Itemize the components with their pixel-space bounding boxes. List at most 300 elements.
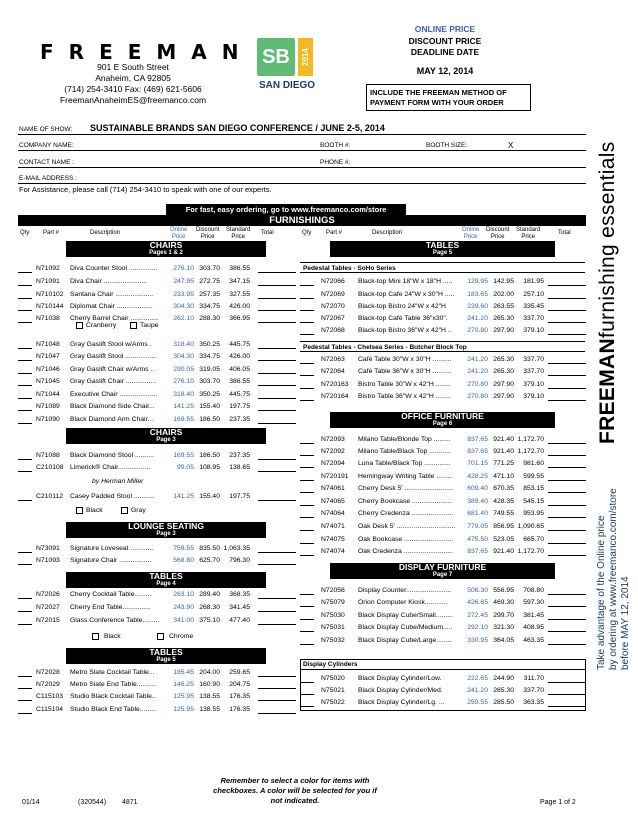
standard-price: 337.70 [523, 315, 544, 322]
discount-price: 155.40 [199, 403, 220, 410]
online-price: 276.10 [173, 265, 194, 272]
standard-price: 237.35 [229, 416, 250, 423]
online-price: 262.10 [173, 315, 194, 322]
total-field[interactable] [548, 606, 586, 607]
furnishings-banner: FURNISHINGS [18, 215, 586, 226]
total-field[interactable] [548, 285, 586, 286]
item-description: Black Display Cylinder/Lg. ... [358, 699, 445, 706]
booth-size-x: X [508, 141, 514, 150]
item-row [18, 555, 298, 567]
discount-price: 186.50 [199, 416, 220, 423]
item-description: Black Display Cylinder/Med. [358, 687, 443, 694]
standard-price-header [226, 227, 250, 240]
standard-price: 341.45 [229, 604, 250, 611]
item-description: Bistro Table 36"W x 42"H ........ [358, 393, 451, 400]
section-page: Page 5 [432, 250, 453, 256]
item-description: Studio Black End Table......... [70, 706, 157, 713]
total-field[interactable] [548, 530, 586, 531]
standard-price: 408.95 [523, 624, 544, 631]
qty-field[interactable] [300, 619, 314, 620]
limerick-designer: by Herman Miller [92, 478, 144, 485]
standard-price: 363.35 [523, 699, 544, 706]
total-field[interactable] [548, 388, 586, 389]
total-field[interactable] [548, 594, 586, 595]
qty-field[interactable] [300, 706, 314, 707]
part-number: N71045 [36, 378, 60, 385]
payment-method-note: INCLUDE THE FREEMAN METHOD OF PAYMENT FORM WITH YOUR ORDER [366, 84, 531, 111]
email-line[interactable]: FreemanAnaheimES@freemanco.com [59, 95, 207, 105]
part-number: N720163 [321, 381, 349, 388]
total-field[interactable] [548, 492, 586, 493]
part-number: C115104 [36, 706, 64, 713]
item-row [300, 289, 586, 301]
qty-field[interactable] [300, 400, 314, 401]
item-row [18, 276, 298, 288]
item-description: Metro Slate End Table.......... [70, 681, 156, 688]
cranberry-label: Cranberry [86, 322, 117, 329]
total-field[interactable] [258, 410, 296, 411]
part-number: N71044 [36, 391, 60, 398]
discount-price: 297.90 [493, 327, 514, 334]
qty-field[interactable] [300, 363, 314, 364]
part-number: N71093 [36, 557, 60, 564]
standard-price: 796.30 [229, 557, 250, 564]
discount-price: 265.30 [493, 315, 514, 322]
standard-price: 426.00 [229, 353, 250, 360]
qty-field[interactable] [300, 682, 314, 683]
qty-field[interactable] [300, 543, 314, 544]
part-number: N74064 [321, 510, 345, 517]
qty-field[interactable] [18, 310, 32, 311]
total-field[interactable] [548, 505, 586, 506]
online-price: 259.55 [467, 699, 488, 706]
qty-header: Qty [302, 230, 312, 236]
standard-price: 953.95 [523, 510, 544, 517]
qty-field[interactable] [18, 500, 32, 501]
total-field[interactable] [548, 334, 586, 335]
qty-field[interactable] [300, 555, 314, 556]
total-field[interactable] [258, 423, 296, 424]
gray-checkbox[interactable] [121, 507, 128, 514]
phone-fax-line: (714) 254-3410 Fax: (469) 621-5606 [64, 84, 202, 94]
qty-field[interactable] [18, 598, 32, 599]
discount-price: 186.50 [199, 452, 220, 459]
discount-price: 319.05 [199, 366, 220, 373]
black-table-label: Black [104, 633, 121, 640]
qty-field[interactable] [300, 606, 314, 607]
section-tables-p4 [66, 572, 266, 588]
qty-field[interactable] [18, 688, 32, 689]
qty-field[interactable] [18, 624, 32, 625]
fast-ordering-banner[interactable]: For fast, easy ordering, go to www.freemanco.com/store [166, 204, 406, 215]
qty-field[interactable] [300, 310, 314, 311]
total-field[interactable] [548, 543, 586, 544]
item-description: Signature Chair ................. [70, 557, 152, 564]
part-number: N71092 [36, 265, 60, 272]
total-field[interactable] [258, 298, 296, 299]
total-field[interactable] [548, 467, 586, 468]
part-number: N72063 [321, 356, 345, 363]
online-price: 304.30 [173, 353, 194, 360]
standard-price: 426.00 [229, 303, 250, 310]
item-row [300, 458, 586, 470]
section-page: Page 3 [156, 531, 176, 537]
total-field[interactable] [258, 360, 296, 361]
total-field[interactable] [548, 682, 586, 683]
total-field[interactable] [548, 322, 586, 323]
online-price: 701.15 [467, 460, 488, 467]
section-title: LOUNGE SEATING [128, 521, 204, 531]
part-number: N71088 [36, 452, 60, 459]
online-price: 568.80 [173, 557, 194, 564]
part-number: N71089 [36, 403, 60, 410]
description-header: Description [90, 230, 121, 236]
total-field[interactable] [258, 348, 296, 349]
part-number: N710102 [36, 291, 64, 298]
total-field[interactable] [258, 676, 296, 677]
std-header-l1: Standard [226, 227, 251, 233]
standard-price: 597.30 [523, 599, 544, 606]
item-row [300, 391, 586, 403]
side-title-bold: FREEMAN [596, 338, 619, 444]
qty-field[interactable] [300, 631, 314, 632]
part-number: N74061 [321, 485, 345, 492]
part-number: N75031 [321, 624, 345, 631]
deadline-date-label: DEADLINE DATE [410, 47, 480, 57]
part-number: N75020 [321, 675, 345, 682]
qty-field[interactable] [300, 298, 314, 299]
total-field[interactable] [258, 272, 296, 273]
qty-field[interactable] [18, 471, 32, 472]
total-field[interactable] [548, 455, 586, 456]
standard-price: 477.40 [229, 617, 250, 624]
qty-field[interactable] [18, 360, 32, 361]
cranberry-checkbox[interactable] [76, 322, 83, 329]
discount-price: 204.00 [199, 669, 220, 676]
part-number: N72056 [321, 587, 345, 594]
part-number: N75030 [321, 612, 345, 619]
qty-field[interactable] [300, 443, 314, 444]
online-price: 241.20 [467, 356, 488, 363]
discount-price: 285.50 [493, 699, 514, 706]
item-row [18, 704, 298, 716]
part-number: N72070 [321, 303, 345, 310]
online-price: 239.60 [467, 303, 488, 310]
total-field[interactable] [548, 480, 586, 481]
online-price: 233.95 [173, 291, 194, 298]
qty-field[interactable] [300, 492, 314, 493]
standard-price: 981.60 [523, 460, 544, 467]
item-row [300, 471, 586, 483]
gray-label: Gray [131, 507, 146, 514]
discount-price: 350.25 [199, 341, 220, 348]
qty-field[interactable] [300, 388, 314, 389]
item-description: Executive Chair .................... [70, 391, 158, 398]
standard-price: 259.65 [229, 669, 250, 676]
qty-field[interactable] [18, 398, 32, 399]
standard-price: 257.10 [523, 291, 544, 298]
discount-price: 138.55 [199, 706, 220, 713]
online-price: 837.65 [467, 548, 488, 555]
section-title: TABLES [149, 571, 183, 581]
total-field[interactable] [548, 298, 586, 299]
discount-price: 263.55 [493, 303, 514, 310]
section-display-furniture [330, 563, 555, 579]
chelsea-series-header: Pedestal Tables - Chelsea Series - Butcher Block Top [300, 341, 585, 352]
standard-price: 181.95 [523, 278, 544, 285]
total-field[interactable] [258, 564, 296, 565]
qty-field[interactable] [300, 644, 314, 645]
item-description: Luna Table/Black Top .............. [358, 460, 451, 467]
item-row [18, 491, 298, 503]
email-label: E-MAIL ADDRESS : [19, 175, 77, 182]
qty-field[interactable] [18, 322, 32, 323]
online-price: 681.40 [467, 510, 488, 517]
total-field[interactable] [258, 471, 296, 472]
qty-field[interactable] [300, 455, 314, 456]
total-field[interactable] [548, 400, 586, 401]
right-column-headers [300, 227, 586, 241]
qty-field[interactable] [18, 272, 32, 273]
online-price: 183.65 [467, 291, 488, 298]
item-row [300, 354, 586, 366]
std-header-l2: Price [231, 233, 246, 240]
qty-field[interactable] [300, 505, 314, 506]
side-note-line: Take advantage of the Online price [596, 515, 607, 670]
qty-field[interactable] [18, 410, 32, 411]
item-row [18, 667, 298, 679]
standard-price: 1,063.35 [223, 545, 250, 552]
qty-field[interactable] [300, 594, 314, 595]
discount-price: 771.25 [493, 460, 514, 467]
side-title [596, 24, 632, 444]
qty-field[interactable] [300, 694, 314, 695]
item-row [300, 276, 586, 288]
part-number: N72015 [36, 617, 60, 624]
total-field[interactable] [258, 611, 296, 612]
total-field[interactable] [258, 398, 296, 399]
discount-price: 299.70 [493, 612, 514, 619]
item-description: Limerick® Chair................. [70, 464, 151, 471]
qty-field[interactable] [300, 480, 314, 481]
part-number: N75079 [321, 599, 345, 606]
total-field[interactable] [548, 375, 586, 376]
qty-field[interactable] [18, 676, 32, 677]
total-field[interactable] [258, 598, 296, 599]
total-field[interactable] [258, 688, 296, 689]
online-price: 330.95 [467, 637, 488, 644]
event-logo-city: SAN DIEGO [258, 80, 316, 91]
standard-price: 197.75 [229, 403, 250, 410]
part-number: N720164 [321, 393, 349, 400]
company-address [28, 62, 238, 106]
part-number: N72068 [321, 327, 345, 334]
standard-price: 1,090.65 [517, 523, 544, 530]
address-line: Anaheim, CA 92805 [95, 73, 171, 83]
deadline-heading [370, 36, 520, 58]
part-number: N72064 [321, 368, 345, 375]
form-date-code: 01/14 [22, 799, 40, 806]
section-page: Page 7 [432, 572, 453, 578]
standard-price: 311.70 [523, 675, 544, 682]
discount-price: 155.40 [199, 493, 220, 500]
total-field[interactable] [548, 555, 586, 556]
total-field[interactable] [258, 310, 296, 311]
discount-price: 297.90 [493, 393, 514, 400]
qty-field[interactable] [18, 373, 32, 374]
online-price: 185.45 [173, 669, 194, 676]
qty-field[interactable] [18, 385, 32, 386]
total-field[interactable] [258, 459, 296, 460]
online-price-label: ONLINE PRICE [414, 24, 476, 34]
qty-field[interactable] [300, 322, 314, 323]
contact-name-field[interactable] [18, 154, 586, 168]
item-row [300, 379, 586, 391]
standard-price: 337.70 [523, 368, 544, 375]
disc-header-l2: Price [200, 233, 215, 240]
item-description: Black-top Café Table 36"x30". [358, 315, 448, 322]
total-field[interactable] [548, 619, 586, 620]
company-name-label: COMPANY NAME: [19, 142, 74, 149]
online-price: 276.10 [173, 378, 194, 385]
total-field[interactable] [548, 363, 586, 364]
section-tables-right [330, 241, 555, 257]
item-row [18, 589, 298, 601]
qty-field[interactable] [300, 375, 314, 376]
total-field[interactable] [548, 694, 586, 695]
total-field[interactable] [548, 310, 586, 311]
online-price: 290.05 [173, 366, 194, 373]
online-price: 146.25 [173, 681, 194, 688]
discount-price: 921.40 [493, 436, 514, 443]
total-field[interactable] [258, 500, 296, 501]
item-description: Milano Table/Black Top ........... [358, 448, 450, 455]
qty-field[interactable] [18, 564, 32, 565]
part-header: Part # [43, 230, 60, 236]
total-field[interactable] [258, 552, 296, 553]
total-field[interactable] [258, 624, 296, 625]
discount-price: 364.05 [493, 637, 514, 644]
qty-field[interactable] [300, 467, 314, 468]
std-header-l2: Price [521, 233, 536, 240]
email-field[interactable] [18, 170, 586, 184]
standard-price: 853.15 [523, 485, 544, 492]
part-number: C210108 [36, 464, 64, 471]
company-name-field[interactable] [18, 137, 586, 151]
standard-price: 327.55 [229, 291, 250, 298]
qty-field[interactable] [18, 700, 32, 701]
discount-price-header [196, 227, 219, 240]
item-description: Bistro Table 30"W x 42"H ........ [358, 381, 451, 388]
total-field[interactable] [548, 706, 586, 707]
qty-field[interactable] [18, 348, 32, 349]
discount-price: 556.95 [493, 587, 514, 594]
qty-field[interactable] [300, 530, 314, 531]
online-price: 389.40 [467, 498, 488, 505]
part-number: N72066 [321, 278, 345, 285]
item-description: Cherry Credenza ...................... [358, 510, 454, 517]
online-price: 837.65 [467, 436, 488, 443]
disc-header-l2: Price [490, 233, 505, 240]
total-field[interactable] [258, 285, 296, 286]
total-field[interactable] [258, 713, 296, 714]
section-title: OFFICE FURNITURE [401, 411, 484, 421]
item-row [18, 602, 298, 614]
item-description: Black Display Cube/Large........ [358, 637, 452, 644]
qty-field[interactable] [300, 285, 314, 286]
standard-price: 368.35 [229, 591, 250, 598]
online-price: 241.20 [467, 687, 488, 694]
std-header-l1: Standard [516, 227, 541, 233]
discount-price: 921.40 [493, 548, 514, 555]
discount-price: 268.30 [199, 604, 220, 611]
part-number: N72026 [36, 591, 60, 598]
item-description: Black-top Mini 18"W x 18"H ..... [358, 278, 453, 285]
black-table-checkbox[interactable] [92, 633, 99, 640]
total-field[interactable] [258, 322, 296, 323]
display-cylinders-header: Display Cylinders [300, 659, 586, 670]
item-row [300, 685, 586, 697]
qty-field[interactable] [300, 517, 314, 518]
qty-field[interactable] [18, 611, 32, 612]
total-field[interactable] [258, 373, 296, 374]
black-checkbox[interactable] [76, 507, 83, 514]
online-header-l2: Price [171, 233, 186, 240]
total-field[interactable] [258, 385, 296, 386]
qty-field[interactable] [18, 423, 32, 424]
total-field[interactable] [548, 631, 586, 632]
standard-price: 337.70 [523, 356, 544, 363]
qty-field[interactable] [18, 298, 32, 299]
qty-field[interactable] [18, 552, 32, 553]
total-field[interactable] [548, 517, 586, 518]
total-field[interactable] [548, 644, 586, 645]
discount-price: 321.30 [493, 624, 514, 631]
part-number: C115103 [36, 693, 64, 700]
online-header-l1: Online [462, 227, 480, 233]
standard-price-header [516, 227, 540, 240]
online-price: 169.55 [173, 452, 194, 459]
online-header-l1: Online [170, 227, 188, 233]
online-price: 318.40 [173, 341, 194, 348]
taupe-checkbox[interactable] [130, 322, 137, 329]
qty-field[interactable] [18, 459, 32, 460]
total-field[interactable] [258, 700, 296, 701]
discount-price: 272.75 [199, 278, 220, 285]
section-chairs-2 [66, 428, 266, 444]
discount-price: 142.95 [493, 278, 514, 285]
online-price: 609.40 [467, 485, 488, 492]
standard-price: 379.10 [523, 381, 544, 388]
item-row [300, 521, 586, 533]
item-row [300, 534, 586, 546]
qty-field[interactable] [18, 285, 32, 286]
online-price-header [462, 227, 479, 240]
standard-price: 176.35 [229, 693, 250, 700]
part-number: N72094 [321, 460, 345, 467]
side-note [596, 470, 636, 670]
item-description: Gray Gaslift Chair ................ [70, 378, 157, 385]
chrome-checkbox[interactable] [157, 633, 164, 640]
qty-field[interactable] [300, 334, 314, 335]
section-chairs [66, 241, 266, 257]
section-page: Page 3 [156, 437, 176, 443]
part-number: N75021 [321, 687, 345, 694]
event-logo-letters: SB [257, 38, 295, 76]
qty-field[interactable] [18, 713, 32, 714]
discount-price: 289.40 [199, 591, 220, 598]
total-field[interactable] [548, 443, 586, 444]
